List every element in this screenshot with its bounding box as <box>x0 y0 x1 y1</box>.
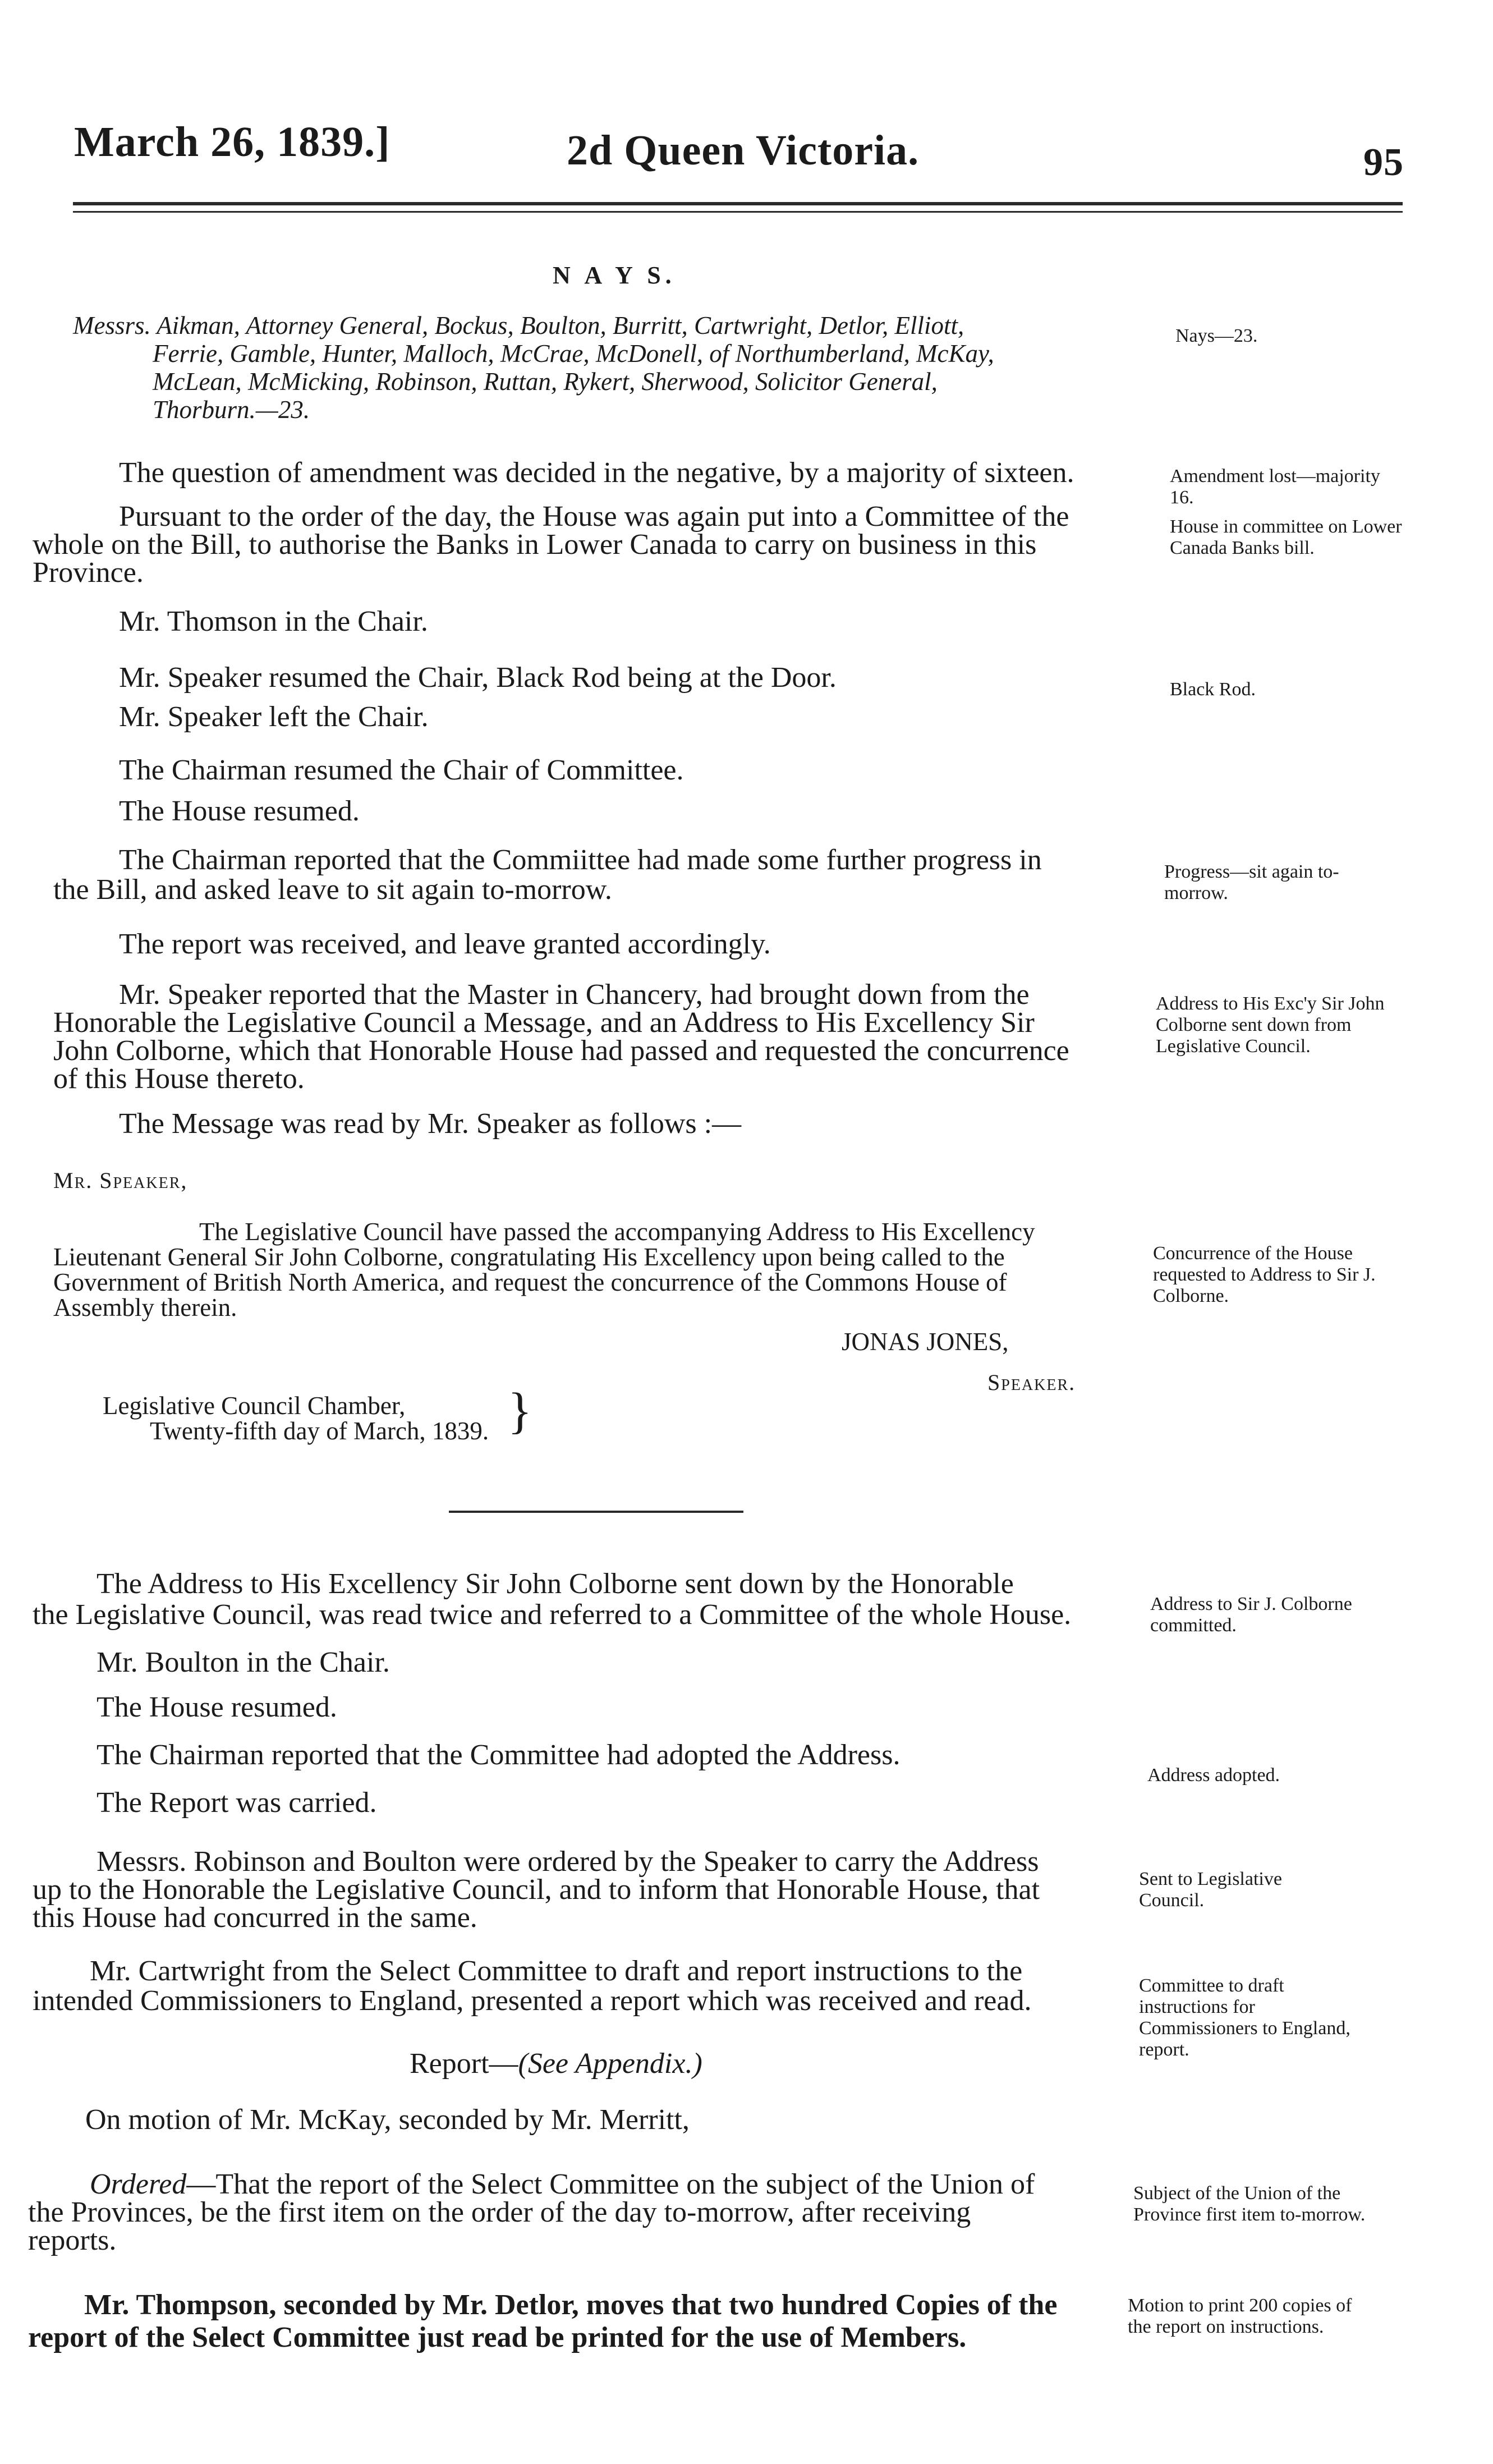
margin-note-motion-print: Motion to print 200 copies of the report on instructions. <box>1128 2295 1352 2337</box>
paragraph-messrs-line-3: this House had concurred in the same. <box>33 1902 477 1934</box>
message-line-4: Assembly therein. <box>53 1293 237 1322</box>
margin-note-progress: Progress—sit again to-morrow. <box>1164 861 1339 903</box>
report-word: Report— <box>410 2048 518 2080</box>
paragraph-cartwright-line-2: intended Commissioners to England, presented a report which was received and read. <box>33 1985 1032 2017</box>
paragraph-committee-line-1: Pursuant to the order of the day, the House was again put into a Committee of the <box>119 501 1069 533</box>
header-rule-thick <box>73 202 1403 205</box>
nays-line-4: Thorburn.—23. <box>153 396 310 424</box>
margin-note-sent-to-council: Sent to Legislative Council. <box>1139 1869 1282 1911</box>
header-date: March 26, 1839.] <box>74 118 391 166</box>
paragraph-master-line-4: of this House thereto. <box>53 1063 305 1095</box>
paragraph-motion-mckay: On motion of Mr. McKay, seconded by Mr. Merritt, <box>85 2104 690 2136</box>
section-divider <box>449 1511 743 1513</box>
signer-title: Speaker. <box>987 1370 1076 1395</box>
paragraph-committee-line-2: whole on the Bill, to authorise the Banks in Lower Canada to carry on business in this <box>33 529 1037 561</box>
nays-line-2: Ferrie, Gamble, Hunter, Malloch, McCrae, McDonell, of Northumberland, McKay, <box>153 339 994 368</box>
nays-line-1: Messrs. Aikman, Attorney General, Bockus, Boulton, Burritt, Cartwright, Detlor, Elliott, <box>73 311 964 339</box>
page-number: 95 <box>1363 141 1404 184</box>
paragraph-report-carried: The Report was carried. <box>97 1787 377 1819</box>
margin-note-nays: Nays—23. <box>1175 325 1258 346</box>
salutation: Mr. Speaker, <box>53 1168 188 1193</box>
message-line-3: Government of British North America, and request the concurrence of the Commons House of <box>53 1268 1007 1296</box>
paragraph-master-line-3: John Colborne, which that Honorable House had passed and requested the concurrence <box>53 1035 1069 1067</box>
report-label <box>410 2048 702 2080</box>
paragraph-messrs-line-1: Messrs. Robinson and Boulton were ordered by the Speaker to carry the Address <box>97 1846 1039 1878</box>
paragraph-progress-line-2: the Bill, and asked leave to sit again to-morrow. <box>53 874 612 906</box>
paragraph-master-line-1: Mr. Speaker reported that the Master in Chancery, had brought down from the <box>119 979 1030 1011</box>
paragraph-address-line-1: The Address to His Excellency Sir John Colborne sent down by the Honorable <box>97 1568 1014 1600</box>
paragraph-thomson-chair: Mr. Thomson in the Chair. <box>119 605 428 637</box>
paragraph-ordered-line-3: reports. <box>28 2224 117 2256</box>
margin-note-concurrence: Concurrence of the House requested to Address to Sir J. Colborne. <box>1153 1243 1376 1306</box>
paragraph-boulton-chair: Mr. Boulton in the Chair. <box>97 1646 390 1678</box>
paragraph-address-line-2: the Legislative Council, was read twice and referred to a Committee of the whole House. <box>33 1599 1072 1631</box>
paragraph-committee-adopted: The Chairman reported that the Committee had adopted the Address. <box>97 1739 901 1771</box>
chamber-line-2: Twenty-fifth day of March, 1839. <box>150 1417 489 1445</box>
paragraph-house-resumed-2: The House resumed. <box>97 1691 337 1723</box>
margin-note-banks-bill: House in committee on Lower Canada Banks bill. <box>1170 516 1402 558</box>
paragraph-ordered-line-1 <box>90 2169 1035 2200</box>
report-see-appendix: (See Appendix.) <box>518 2048 702 2080</box>
paragraph-speaker-resumed: Mr. Speaker resumed the Chair, Black Rod being at the Door. <box>119 662 837 694</box>
paragraph-report-received: The report was received, and leave granted accordingly. <box>119 928 771 960</box>
ordered-text: —That the report of the Select Committee on the subject of the Union of <box>186 2168 1035 2200</box>
paragraph-ordered-line-2: the Provinces, be the first item on the order of the day to-morrow, after receiving <box>28 2196 971 2228</box>
header-title: 2d Queen Victoria. <box>567 127 920 174</box>
margin-note-address-committed: Address to Sir J. Colborne committed. <box>1150 1594 1352 1636</box>
paragraph-progress-line-1: The Chairman reported that the Commiittee had made some further progress in <box>119 844 1042 876</box>
message-line-1: The Legislative Council have passed the accompanying Address to His Excellency <box>199 1218 1035 1246</box>
paragraph-chairman-resumed: The Chairman resumed the Chair of Committee. <box>119 754 684 786</box>
paragraph-thompson-line-2: report of the Select Committee just read be printed for the use of Members. <box>28 2321 967 2353</box>
nays-line-3: McLean, McMicking, Robinson, Ruttan, Rykert, Sherwood, Solicitor General, <box>153 368 938 396</box>
chamber-line-1: Legislative Council Chamber, <box>103 1392 406 1420</box>
brace-glyph: } <box>508 1383 532 1439</box>
paragraph-house-resumed: The House resumed. <box>119 795 360 827</box>
margin-note-union-subject: Subject of the Union of the Province first item to-morrow. <box>1133 2183 1366 2225</box>
header-rule-thin <box>73 211 1403 213</box>
ordered-word: Ordered <box>90 2168 187 2200</box>
margin-note-address-sent-down: Address to His Exc'y Sir John Colborne sent down from Legislative Council. <box>1156 993 1385 1057</box>
paragraph-thompson-line-1: Mr. Thompson, seconded by Mr. Detlor, moves that two hundred Copies of the <box>84 2289 1058 2321</box>
paragraph-amendment: The question of amendment was decided in the negative, by a majority of sixteen. <box>119 457 1074 489</box>
signer-name: JONAS JONES, <box>842 1328 1009 1356</box>
paragraph-committee-line-3: Province. <box>33 557 144 589</box>
paragraph-cartwright-line-1: Mr. Cartwright from the Select Committee to draft and report instructions to the <box>90 1955 1023 1987</box>
paragraph-speaker-left: Mr. Speaker left the Chair. <box>119 701 429 733</box>
paragraph-master-line-2: Honorable the Legislative Council a Message, and an Address to His Excellency Sir <box>53 1007 1035 1039</box>
margin-note-committee-draft: Committee to draft instructions for Commissioners to England, report. <box>1139 1975 1350 2060</box>
paragraph-message-read: The Message was read by Mr. Speaker as follows :— <box>119 1108 742 1140</box>
margin-note-amendment-lost: Amendment lost—majority 16. <box>1170 466 1380 508</box>
paragraph-messrs-line-2: up to the Honorable the Legislative Council, and to inform that Honorable House, that <box>33 1874 1040 1906</box>
message-line-2: Lieutenant General Sir John Colborne, congratulating His Excellency upon being called to the <box>53 1243 1005 1271</box>
margin-note-black-rod: Black Rod. <box>1170 679 1256 700</box>
nays-heading: N A Y S. <box>553 261 676 289</box>
margin-note-address-adopted: Address adopted. <box>1147 1765 1280 1786</box>
